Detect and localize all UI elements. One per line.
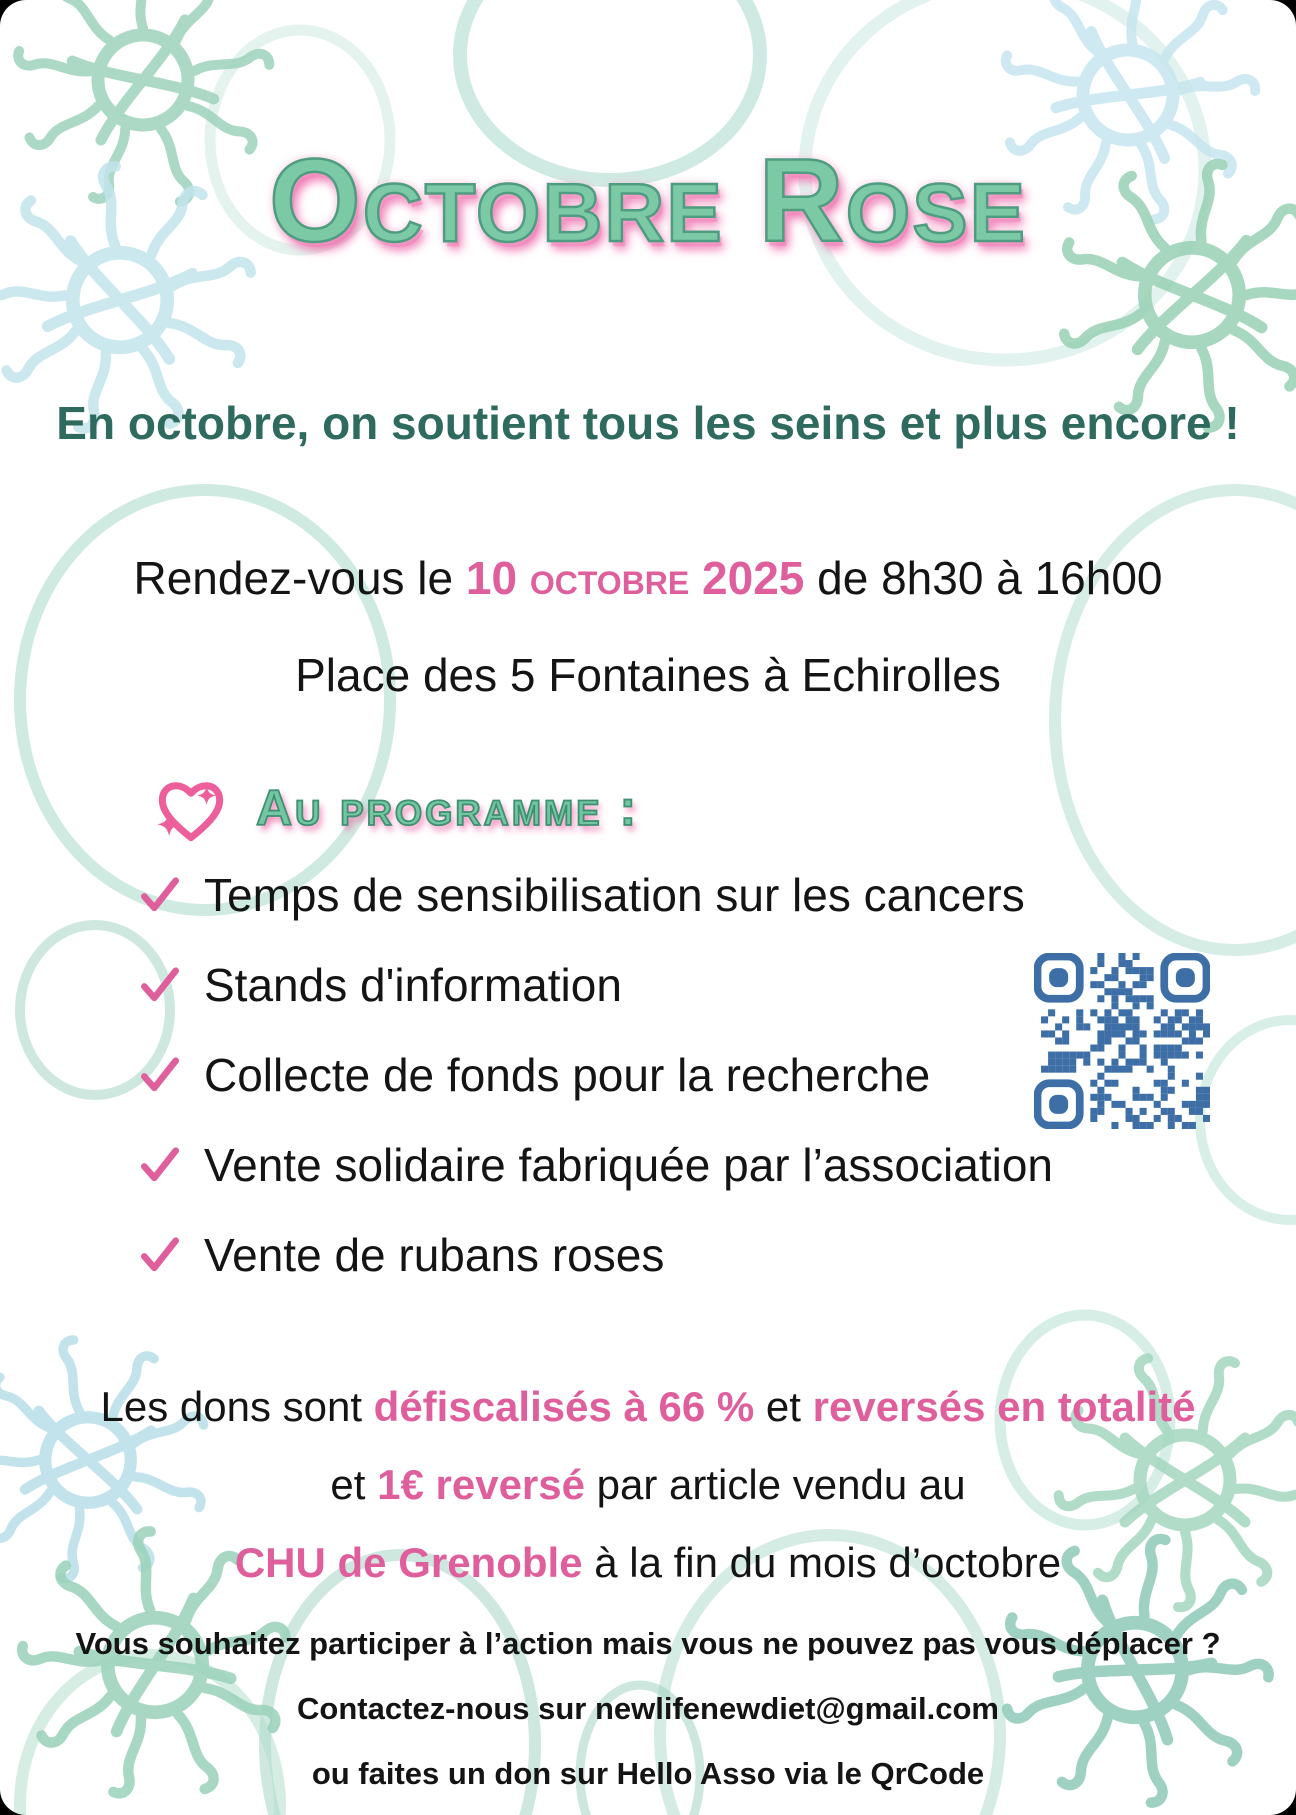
contact-info [0, 1628, 1296, 1815]
qr-code [1034, 953, 1210, 1129]
donation-text: Les dons sont [100, 1383, 374, 1430]
event-datetime [0, 553, 1296, 604]
check-icon [140, 1145, 180, 1185]
program-list [140, 869, 1053, 1322]
contact-line-3: ou faites un don sur Hello Asso via le QrCode [311, 1756, 985, 1791]
donation-text: et [330, 1461, 378, 1509]
check-icon [140, 875, 180, 915]
contact-line-1: Vous souhaitez participer à l’action mais vous ne pouvez pas vous déplacer ? [75, 1626, 1221, 1661]
list-item-label: Vente de rubans roses [204, 1229, 665, 1281]
donation-text: à la fin du mois d’octobre [582, 1539, 1062, 1587]
donation-line-3 [0, 1540, 1296, 1586]
list-item-label: Vente solidaire fabriquée par l’association [204, 1139, 1053, 1191]
donation-highlight: reversés en totalité [812, 1383, 1196, 1430]
event-datetime-prefix: Rendez-vous le [133, 552, 466, 604]
donation-highlight: défiscalisés à 66 % [373, 1383, 755, 1430]
donation-line-1 [0, 1384, 1296, 1430]
event-datetime-suffix: de 8h30 à 16h00 [804, 552, 1163, 604]
donation-text: par article vendu au [585, 1461, 966, 1509]
list-item [140, 959, 1053, 1011]
program-heading-label: Au programme : [256, 780, 640, 836]
donation-highlight: 1€ reversé [377, 1461, 585, 1509]
check-icon [140, 1055, 180, 1095]
page-title: Octobre Rose [268, 135, 1027, 267]
list-item [140, 1139, 1053, 1191]
list-item [140, 1049, 1053, 1101]
list-item [140, 869, 1053, 921]
donation-line-2 [0, 1462, 1296, 1508]
check-icon [140, 1235, 180, 1275]
program-heading [152, 772, 639, 844]
list-item-label: Stands d'information [204, 959, 622, 1011]
list-item [140, 1229, 1053, 1281]
list-item-label: Temps de sensibilisation sur les cancers [204, 869, 1025, 921]
donation-text: et [754, 1383, 813, 1430]
event-location: Place des 5 Fontaines à Echirolles [295, 649, 1001, 701]
donation-highlight: CHU de Grenoble [234, 1539, 583, 1587]
sparkling-heart-icon [152, 772, 230, 844]
donation-info [0, 1384, 1296, 1619]
event-date: 10 octobre 2025 [465, 552, 805, 604]
subtitle: En octobre, on soutient tous les seins et plus encore ! [56, 397, 1240, 449]
contact-line-2: Contactez-nous sur newlifenewdiet@gmail.com [297, 1691, 999, 1726]
check-icon [140, 965, 180, 1005]
list-item-label: Collecte de fonds pour la recherche [204, 1049, 931, 1101]
